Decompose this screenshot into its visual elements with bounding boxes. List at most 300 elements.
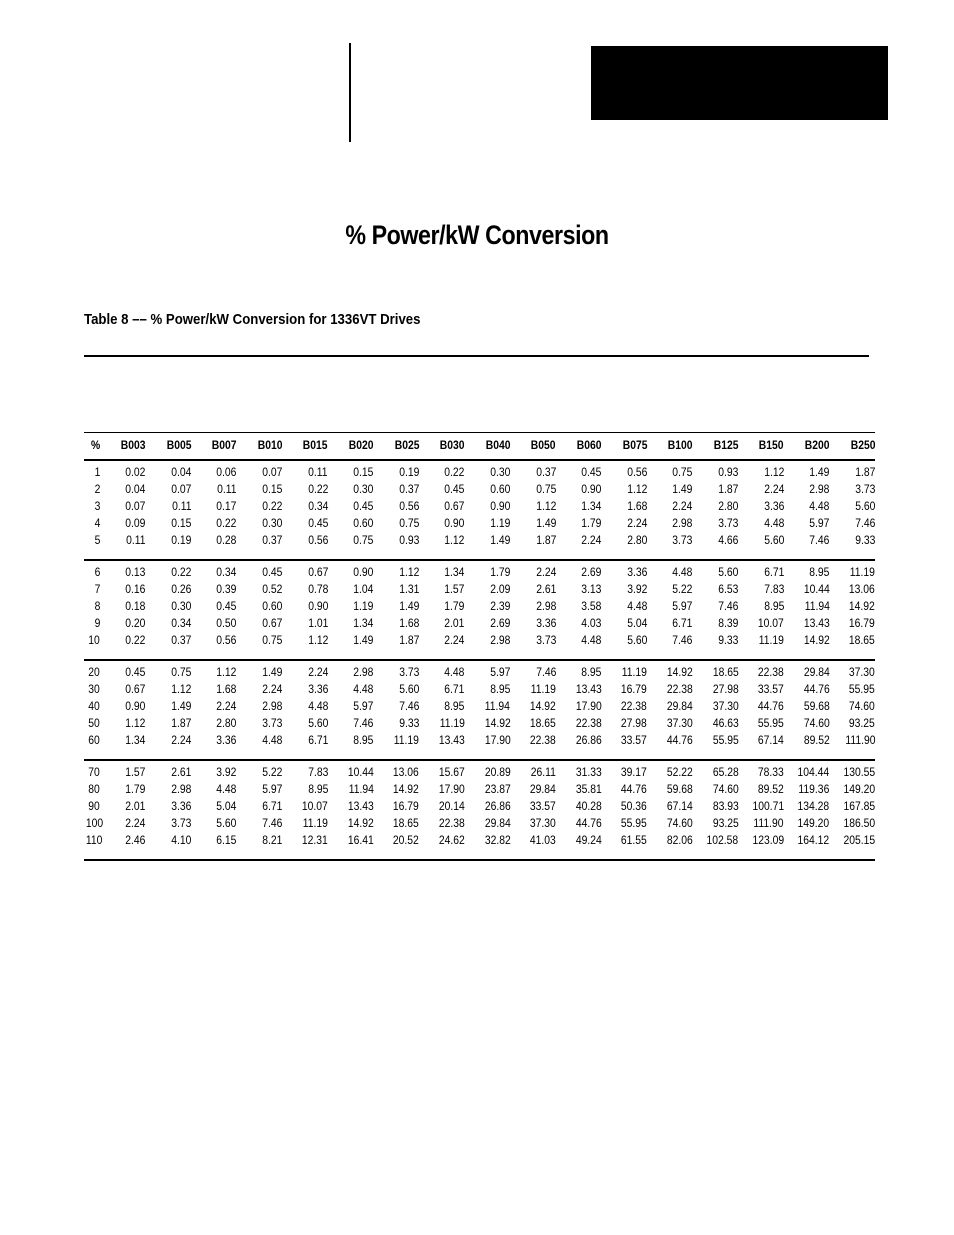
kw-cell: 2.24 — [262, 684, 283, 696]
table-row — [84, 516, 875, 533]
kw-cell: 9.33 — [399, 718, 420, 730]
kw-cell: 2.69 — [490, 618, 511, 630]
kw-cell: 0.50 — [216, 618, 237, 630]
kw-cell: 205.15 — [843, 835, 876, 847]
kw-cell: 2.98 — [809, 484, 830, 496]
kw-cell: 1.34 — [353, 618, 374, 630]
kw-cell: 1.57 — [125, 767, 146, 779]
kw-cell: 20.14 — [438, 801, 465, 813]
kw-cell: 1.12 — [307, 635, 328, 647]
kw-cell: 18.65 — [712, 667, 739, 679]
kw-cell: 5.97 — [672, 601, 693, 613]
row-percent-cell: 5 — [94, 535, 100, 547]
kw-cell: 0.30 — [171, 601, 192, 613]
table-row-group — [84, 560, 875, 660]
kw-cell: 0.11 — [308, 467, 328, 479]
kw-cell: 8.95 — [307, 784, 328, 796]
header-b010: B010 — [257, 440, 283, 452]
kw-cell: 13.43 — [803, 618, 830, 630]
kw-cell: 2.24 — [216, 701, 237, 713]
kw-cell: 130.55 — [843, 767, 876, 779]
kw-cell: 4.48 — [763, 518, 784, 530]
kw-cell: 2.80 — [626, 535, 648, 547]
kw-cell: 0.45 — [262, 567, 283, 579]
table-row — [84, 565, 875, 582]
kw-cell: 20.89 — [484, 767, 511, 779]
kw-cell: 14.92 — [849, 601, 876, 613]
kw-cell: 6.15 — [216, 835, 237, 847]
kw-cell: 1.34 — [125, 735, 146, 747]
kw-cell: 0.26 — [171, 584, 192, 596]
kw-cell: 11.19 — [621, 667, 648, 679]
kw-cell: 0.06 — [216, 467, 237, 479]
kw-cell: 5.60 — [399, 684, 420, 696]
header-percent: % — [90, 440, 100, 452]
kw-cell: 2.61 — [171, 767, 192, 779]
kw-cell: 1.87 — [718, 484, 739, 496]
kw-cell: 1.01 — [307, 618, 328, 630]
kw-cell: 8.95 — [763, 601, 784, 613]
header-vertical-rule — [349, 43, 351, 142]
kw-cell: 2.61 — [535, 584, 556, 596]
kw-cell: 0.75 — [535, 484, 556, 496]
kw-cell: 2.09 — [490, 584, 511, 596]
kw-cell: 123.09 — [752, 835, 784, 847]
kw-cell: 26.86 — [575, 735, 602, 747]
kw-cell: 0.90 — [444, 518, 465, 530]
kw-cell: 1.49 — [535, 518, 556, 530]
kw-cell: 67.14 — [758, 735, 784, 747]
kw-cell: 14.92 — [530, 701, 556, 713]
kw-cell: 1.87 — [535, 535, 556, 547]
row-percent-cell: 1 — [94, 467, 100, 479]
kw-cell: 1.68 — [399, 618, 420, 630]
row-percent-cell: 10 — [88, 635, 100, 647]
kw-cell: 8.95 — [353, 735, 374, 747]
kw-cell: 4.66 — [718, 535, 739, 547]
kw-cell: 1.79 — [125, 784, 146, 796]
kw-cell: 2.98 — [262, 701, 283, 713]
conversion-table-wrapper — [84, 432, 876, 861]
header-b075: B075 — [622, 440, 648, 452]
kw-cell: 74.60 — [712, 784, 739, 796]
kw-cell: 44.76 — [758, 701, 784, 713]
kw-cell: 5.22 — [672, 584, 693, 596]
kw-cell: 3.73 — [171, 818, 192, 830]
kw-cell: 2.24 — [535, 567, 556, 579]
row-percent-cell: 6 — [94, 567, 100, 579]
kw-cell: 0.34 — [216, 567, 237, 579]
kw-cell: 11.94 — [348, 784, 374, 796]
table-row — [84, 616, 875, 633]
kw-cell: 2.24 — [125, 818, 146, 830]
row-percent-cell: 9 — [94, 618, 100, 630]
kw-cell: 35.81 — [575, 784, 602, 796]
kw-cell: 55.95 — [712, 735, 739, 747]
kw-cell: 1.68 — [626, 501, 648, 513]
kw-cell: 13.06 — [849, 584, 876, 596]
table-row-group — [84, 660, 875, 760]
kw-cell: 1.12 — [171, 684, 192, 696]
kw-cell: 3.73 — [718, 518, 739, 530]
kw-cell: 167.85 — [843, 801, 876, 813]
kw-cell: 0.90 — [307, 601, 328, 613]
kw-cell: 3.92 — [626, 584, 648, 596]
kw-cell: 0.19 — [171, 535, 192, 547]
kw-cell: 0.02 — [125, 467, 146, 479]
kw-cell: 3.36 — [535, 618, 556, 630]
kw-cell: 0.67 — [444, 501, 465, 513]
kw-cell: 111.90 — [753, 818, 784, 830]
row-percent-cell: 100 — [85, 818, 104, 830]
kw-cell: 7.83 — [307, 767, 328, 779]
kw-cell: 0.11 — [126, 535, 146, 547]
kw-cell: 0.56 — [216, 635, 237, 647]
kw-cell: 2.01 — [444, 618, 465, 630]
table-row — [84, 816, 875, 833]
kw-cell: 0.60 — [490, 484, 511, 496]
kw-cell: 10.44 — [347, 767, 374, 779]
header-b125: B125 — [713, 440, 739, 452]
kw-cell: 61.55 — [621, 835, 648, 847]
kw-cell: 14.92 — [347, 818, 374, 830]
kw-cell: 22.38 — [666, 684, 693, 696]
kw-cell: 11.94 — [485, 701, 511, 713]
kw-cell: 16.41 — [347, 835, 374, 847]
kw-cell: 29.84 — [666, 701, 693, 713]
kw-cell: 24.62 — [438, 835, 465, 847]
kw-cell: 17.90 — [484, 735, 511, 747]
kw-cell: 2.24 — [672, 501, 693, 513]
kw-cell: 0.75 — [399, 518, 420, 530]
kw-cell: 0.13 — [125, 567, 146, 579]
kw-cell: 2.98 — [490, 635, 511, 647]
kw-cell: 1.19 — [490, 518, 511, 530]
kw-cell: 44.76 — [666, 735, 693, 747]
kw-cell: 15.67 — [438, 767, 465, 779]
header-b200: B200 — [804, 440, 830, 452]
kw-cell: 1.12 — [763, 467, 784, 479]
kw-cell: 41.03 — [530, 835, 556, 847]
kw-cell: 11.94 — [804, 601, 830, 613]
kw-cell: 3.13 — [581, 584, 602, 596]
kw-cell: 4.48 — [626, 601, 648, 613]
kw-cell: 186.50 — [843, 818, 876, 830]
kw-cell: 8.95 — [581, 667, 602, 679]
kw-cell: 0.93 — [718, 467, 739, 479]
kw-cell: 1.79 — [444, 601, 465, 613]
kw-cell: 32.82 — [484, 835, 511, 847]
kw-cell: 0.45 — [125, 667, 146, 679]
header-b005: B005 — [166, 440, 192, 452]
kw-cell: 2.01 — [125, 801, 146, 813]
kw-cell: 3.73 — [535, 635, 556, 647]
kw-cell: 0.78 — [307, 584, 328, 596]
kw-cell: 13.43 — [347, 801, 374, 813]
kw-cell: 1.04 — [353, 584, 374, 596]
kw-cell: 0.37 — [262, 535, 283, 547]
row-percent-cell: 60 — [88, 735, 100, 747]
row-percent-cell: 20 — [88, 667, 100, 679]
kw-cell: 8.95 — [444, 701, 465, 713]
kw-cell: 0.34 — [307, 501, 328, 513]
page-title: % Power/kW Conversion — [345, 220, 609, 250]
kw-cell: 1.49 — [490, 535, 511, 547]
kw-cell: 37.30 — [712, 701, 739, 713]
kw-cell: 3.73 — [854, 484, 876, 496]
kw-cell: 1.87 — [399, 635, 420, 647]
row-percent-cell: 30 — [88, 684, 100, 696]
kw-cell: 55.95 — [758, 718, 784, 730]
kw-cell: 20.52 — [393, 835, 420, 847]
kw-cell: 11.19 — [302, 818, 328, 830]
kw-cell: 0.30 — [262, 518, 283, 530]
kw-cell: 17.90 — [438, 784, 465, 796]
kw-cell: 7.46 — [854, 518, 876, 530]
kw-cell: 1.31 — [399, 584, 420, 596]
kw-cell: 14.92 — [484, 718, 511, 730]
kw-cell: 22.38 — [758, 667, 784, 679]
kw-cell: 0.30 — [353, 484, 374, 496]
kw-cell: 102.58 — [706, 835, 739, 847]
kw-cell: 1.49 — [171, 701, 192, 713]
row-percent-cell: 8 — [94, 601, 100, 613]
kw-cell: 0.07 — [125, 501, 146, 513]
kw-cell: 52.22 — [666, 767, 693, 779]
kw-cell: 82.06 — [666, 835, 693, 847]
kw-cell: 149.20 — [797, 818, 830, 830]
kw-cell: 2.24 — [626, 518, 648, 530]
kw-cell: 1.49 — [399, 601, 420, 613]
kw-cell: 2.24 — [444, 635, 465, 647]
kw-cell: 1.87 — [171, 718, 192, 730]
kw-cell: 0.37 — [399, 484, 420, 496]
kw-cell: 44.76 — [575, 818, 602, 830]
kw-cell: 2.24 — [581, 535, 602, 547]
header-b150: B150 — [759, 440, 784, 452]
kw-cell: 1.49 — [809, 467, 830, 479]
kw-cell: 18.65 — [849, 635, 876, 647]
kw-cell: 0.37 — [171, 635, 192, 647]
kw-cell: 134.28 — [797, 801, 830, 813]
kw-cell: 8.95 — [490, 684, 511, 696]
kw-cell: 40.28 — [575, 801, 602, 813]
kw-cell: 111.90 — [844, 735, 876, 747]
header-b050: B050 — [531, 440, 556, 452]
kw-cell: 1.12 — [444, 535, 465, 547]
kw-cell: 7.46 — [672, 635, 693, 647]
kw-cell: 1.49 — [672, 484, 693, 496]
kw-cell: 0.15 — [171, 518, 192, 530]
kw-cell: 0.18 — [125, 601, 146, 613]
kw-cell: 2.69 — [581, 567, 602, 579]
kw-cell: 149.20 — [843, 784, 876, 796]
table-row — [84, 633, 875, 650]
kw-cell: 0.34 — [171, 618, 192, 630]
kw-cell: 2.80 — [216, 718, 237, 730]
kw-cell: 46.63 — [712, 718, 739, 730]
kw-cell: 44.76 — [621, 784, 648, 796]
kw-cell: 0.15 — [353, 467, 374, 479]
kw-cell: 5.97 — [490, 667, 511, 679]
kw-cell: 4.03 — [581, 618, 602, 630]
table-row — [84, 499, 875, 516]
kw-cell: 3.73 — [672, 535, 693, 547]
table-row — [84, 833, 875, 850]
kw-cell: 67.14 — [666, 801, 693, 813]
kw-cell: 0.60 — [353, 518, 374, 530]
table-row — [84, 665, 875, 682]
kw-cell: 89.52 — [803, 735, 830, 747]
kw-cell: 2.24 — [307, 667, 328, 679]
kw-cell: 7.46 — [535, 667, 556, 679]
kw-cell: 1.57 — [444, 584, 465, 596]
kw-cell: 10.07 — [302, 801, 328, 813]
kw-cell: 0.45 — [216, 601, 237, 613]
kw-cell: 6.71 — [672, 618, 693, 630]
kw-cell: 2.80 — [718, 501, 739, 513]
kw-cell: 0.75 — [672, 467, 693, 479]
kw-cell: 37.30 — [530, 818, 556, 830]
kw-cell: 0.37 — [535, 467, 556, 479]
row-percent-cell: 110 — [85, 835, 103, 847]
kw-cell: 0.30 — [490, 467, 511, 479]
table-row — [84, 482, 875, 499]
kw-cell: 2.98 — [171, 784, 192, 796]
kw-cell: 29.84 — [484, 818, 511, 830]
kw-cell: 0.60 — [262, 601, 283, 613]
kw-cell: 33.57 — [530, 801, 556, 813]
kw-cell: 14.92 — [666, 667, 693, 679]
kw-cell: 0.56 — [626, 467, 648, 479]
kw-cell: 0.07 — [171, 484, 192, 496]
kw-cell: 0.39 — [216, 584, 237, 596]
table-row-group — [84, 760, 875, 860]
table-row — [84, 533, 875, 550]
kw-cell: 2.24 — [763, 484, 784, 496]
kw-cell: 4.48 — [444, 667, 465, 679]
kw-cell: 0.45 — [353, 501, 374, 513]
kw-cell: 2.98 — [353, 667, 374, 679]
table-row — [84, 799, 875, 816]
kw-cell: 18.65 — [530, 718, 556, 730]
table-caption: Table 8 –– % Power/kW Conversion for 1336VT Drives — [84, 311, 421, 328]
kw-cell: 4.48 — [672, 567, 693, 579]
header-b250: B250 — [850, 440, 876, 452]
kw-cell: 37.30 — [666, 718, 693, 730]
kw-cell: 22.38 — [621, 701, 648, 713]
kw-cell: 0.15 — [262, 484, 283, 496]
kw-cell: 0.07 — [262, 467, 283, 479]
kw-cell: 1.79 — [581, 518, 602, 530]
kw-cell: 3.36 — [307, 684, 328, 696]
kw-cell: 33.57 — [758, 684, 784, 696]
row-percent-cell: 7 — [94, 584, 100, 596]
row-percent-cell: 90 — [88, 801, 100, 813]
conversion-table — [84, 432, 875, 861]
row-percent-cell: 2 — [94, 484, 100, 496]
kw-cell: 6.71 — [262, 801, 283, 813]
kw-cell: 23.87 — [484, 784, 511, 796]
kw-cell: 14.92 — [803, 635, 830, 647]
kw-cell: 5.22 — [262, 767, 283, 779]
kw-cell: 0.45 — [444, 484, 465, 496]
kw-cell: 3.36 — [763, 501, 784, 513]
kw-cell: 83.93 — [712, 801, 739, 813]
kw-cell: 0.67 — [125, 684, 146, 696]
kw-cell: 0.22 — [262, 501, 283, 513]
table-row — [84, 716, 875, 733]
kw-cell: 1.12 — [399, 567, 420, 579]
kw-cell: 22.38 — [575, 718, 602, 730]
kw-cell: 1.49 — [262, 667, 283, 679]
kw-cell: 0.93 — [399, 535, 420, 547]
kw-cell: 1.19 — [353, 601, 374, 613]
kw-cell: 5.97 — [262, 784, 283, 796]
kw-cell: 0.90 — [125, 701, 146, 713]
kw-cell: 0.04 — [171, 467, 192, 479]
kw-cell: 0.22 — [307, 484, 328, 496]
header-b015: B015 — [303, 440, 328, 452]
kw-cell: 89.52 — [758, 784, 784, 796]
kw-cell: 27.98 — [621, 718, 648, 730]
kw-cell: 2.39 — [490, 601, 511, 613]
caption-rule — [84, 355, 869, 357]
kw-cell: 1.34 — [581, 501, 602, 513]
kw-cell: 0.04 — [125, 484, 146, 496]
kw-cell: 74.60 — [849, 701, 876, 713]
kw-cell: 37.30 — [849, 667, 876, 679]
kw-cell: 39.17 — [621, 767, 648, 779]
kw-cell: 6.71 — [763, 567, 784, 579]
header-b030: B030 — [440, 440, 465, 452]
kw-cell: 7.46 — [353, 718, 374, 730]
kw-cell: 0.11 — [217, 484, 237, 496]
kw-cell: 2.24 — [171, 735, 192, 747]
kw-cell: 59.68 — [666, 784, 693, 796]
kw-cell: 10.07 — [758, 618, 784, 630]
header-b003: B003 — [120, 440, 146, 452]
kw-cell: 11.19 — [394, 735, 420, 747]
kw-cell: 0.20 — [125, 618, 146, 630]
kw-cell: 16.79 — [621, 684, 648, 696]
kw-cell: 4.48 — [307, 701, 328, 713]
kw-cell: 3.92 — [216, 767, 237, 779]
kw-cell: 3.73 — [399, 667, 420, 679]
kw-cell: 49.24 — [575, 835, 602, 847]
kw-cell: 4.48 — [809, 501, 830, 513]
kw-cell: 74.60 — [666, 818, 693, 830]
table-row — [84, 582, 875, 599]
kw-cell: 7.46 — [262, 818, 283, 830]
kw-cell: 26.86 — [484, 801, 511, 813]
kw-cell: 0.67 — [307, 567, 328, 579]
table-row — [84, 733, 875, 750]
kw-cell: 4.10 — [171, 835, 192, 847]
kw-cell: 104.44 — [797, 767, 830, 779]
kw-cell: 11.19 — [758, 635, 784, 647]
kw-cell: 44.76 — [803, 684, 830, 696]
kw-cell: 100.71 — [752, 801, 784, 813]
kw-cell: 14.92 — [393, 784, 420, 796]
table-row — [84, 782, 875, 799]
kw-cell: 11.19 — [439, 718, 465, 730]
header-b020: B020 — [348, 440, 374, 452]
kw-cell: 4.48 — [262, 735, 283, 747]
kw-cell: 11.19 — [530, 684, 556, 696]
kw-cell: 164.12 — [797, 835, 830, 847]
kw-cell: 6.53 — [718, 584, 739, 596]
